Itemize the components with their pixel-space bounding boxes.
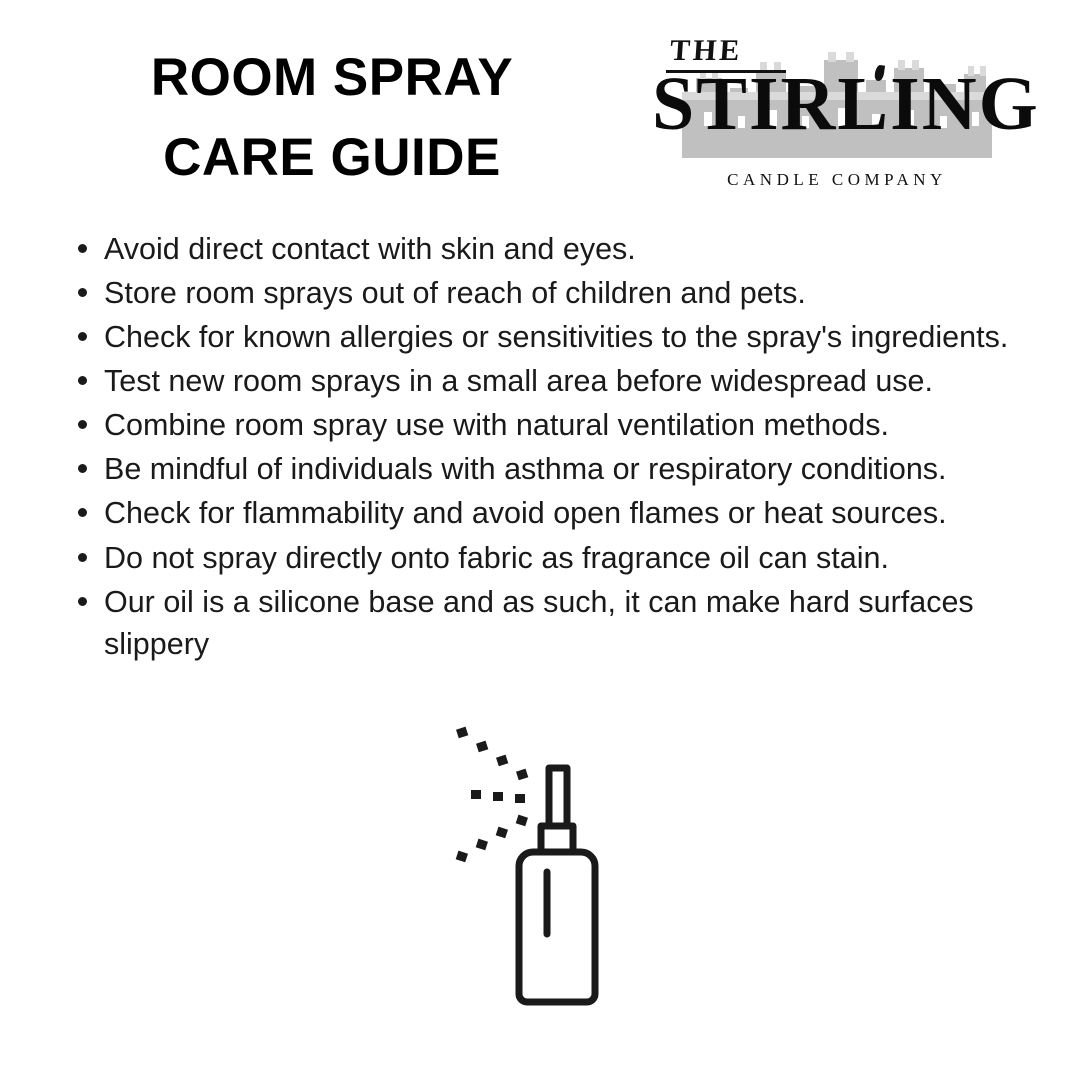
logo-brand-text: STIRLING (652, 62, 1040, 146)
list-item: Avoid direct contact with skin and eyes. (64, 228, 1054, 270)
page-title-line-2: CARE GUIDE (163, 127, 501, 187)
page-title-line-1: ROOM SPRAY (150, 48, 514, 107)
logo-tagline: CANDLE COMPANY (727, 170, 947, 189)
list-item: Test new room sprays in a small area before widespread use. (64, 360, 1054, 402)
list-item: Store room sprays out of reach of children and pets. (64, 272, 1054, 314)
care-tips-list (64, 228, 1054, 667)
list-item: Check for known allergies or sensitivities to the spray's ingredients. (64, 316, 1054, 358)
page-title (72, 38, 592, 197)
logo-the-text: THE (668, 34, 744, 67)
list-item: Our oil is a silicone base and as such, it can make hard surfaces slippery (64, 581, 1054, 665)
header (0, 24, 1080, 204)
list-item: Do not spray directly onto fabric as fragrance oil can stain. (64, 537, 1054, 579)
list-item: Check for flammability and avoid open flames or heat sources. (64, 492, 1054, 534)
list-item: Combine room spray use with natural ventilation methods. (64, 404, 1054, 446)
list-item: Be mindful of individuals with asthma or respiratory conditions. (64, 448, 1054, 490)
spray-bottle-icon (455, 722, 655, 1022)
brand-logo (652, 30, 1040, 215)
